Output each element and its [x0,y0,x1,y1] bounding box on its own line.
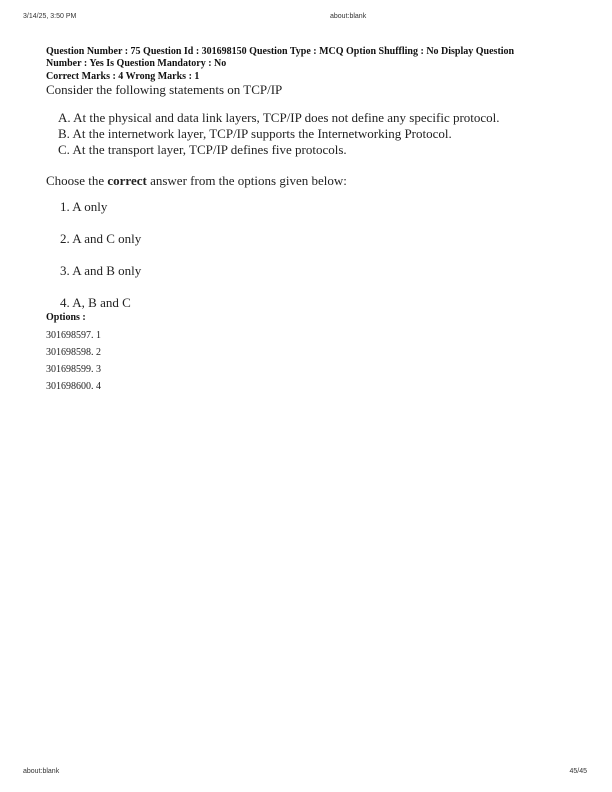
statement-item: A. At the physical and data link layers, TCP/IP does not define any specific protocol. [58,110,500,125]
question-marks: Correct Marks : 4 Wrong Marks : 1 [46,71,200,82]
answer-option-list [46,199,576,311]
statement-item: B. At the internetwork layer, TCP/IP supports the Internetworking Protocol. [58,126,452,141]
options-label: Options : [46,312,86,323]
option-id-list [46,327,576,395]
question-meta-line-2: Number : Yes Is Question Mandatory : No [46,57,227,69]
answer-option: 3. A and B only [60,263,142,278]
choose-emphasis: correct [107,173,147,188]
print-datetime: 3/14/25, 3:50 PM [23,13,77,20]
print-header [23,13,589,25]
choose-instruction [46,173,576,189]
print-footer [23,768,589,780]
statement-list [46,110,576,158]
answer-option: 1. A only [60,199,108,214]
question-meta [46,46,576,69]
question-stem: Consider the following statements on TCP/IP [46,82,283,97]
choose-suffix: answer from the options given below: [146,173,347,188]
option-id-item: 301698598. 2 [46,347,101,358]
question-meta-line-1: Question Number : 75 Question Id : 301698150 Question Type : MCQ Option Shuffling : No Display Question [46,46,515,57]
option-id-item: 301698600. 4 [46,381,101,392]
choose-prefix: Choose the [46,173,108,188]
question-block [46,46,576,395]
statement-item: C. At the transport layer, TCP/IP defines five protocols. [58,142,347,157]
option-id-item: 301698599. 3 [46,364,101,375]
print-footer-url: about:blank [23,768,60,775]
print-page-number: 45/45 [569,768,587,775]
answer-option: 4. A, B and C [60,295,131,310]
answer-option: 2. A and C only [60,231,142,246]
option-id-item: 301698597. 1 [46,330,101,341]
print-page-title: about:blank [330,13,367,20]
